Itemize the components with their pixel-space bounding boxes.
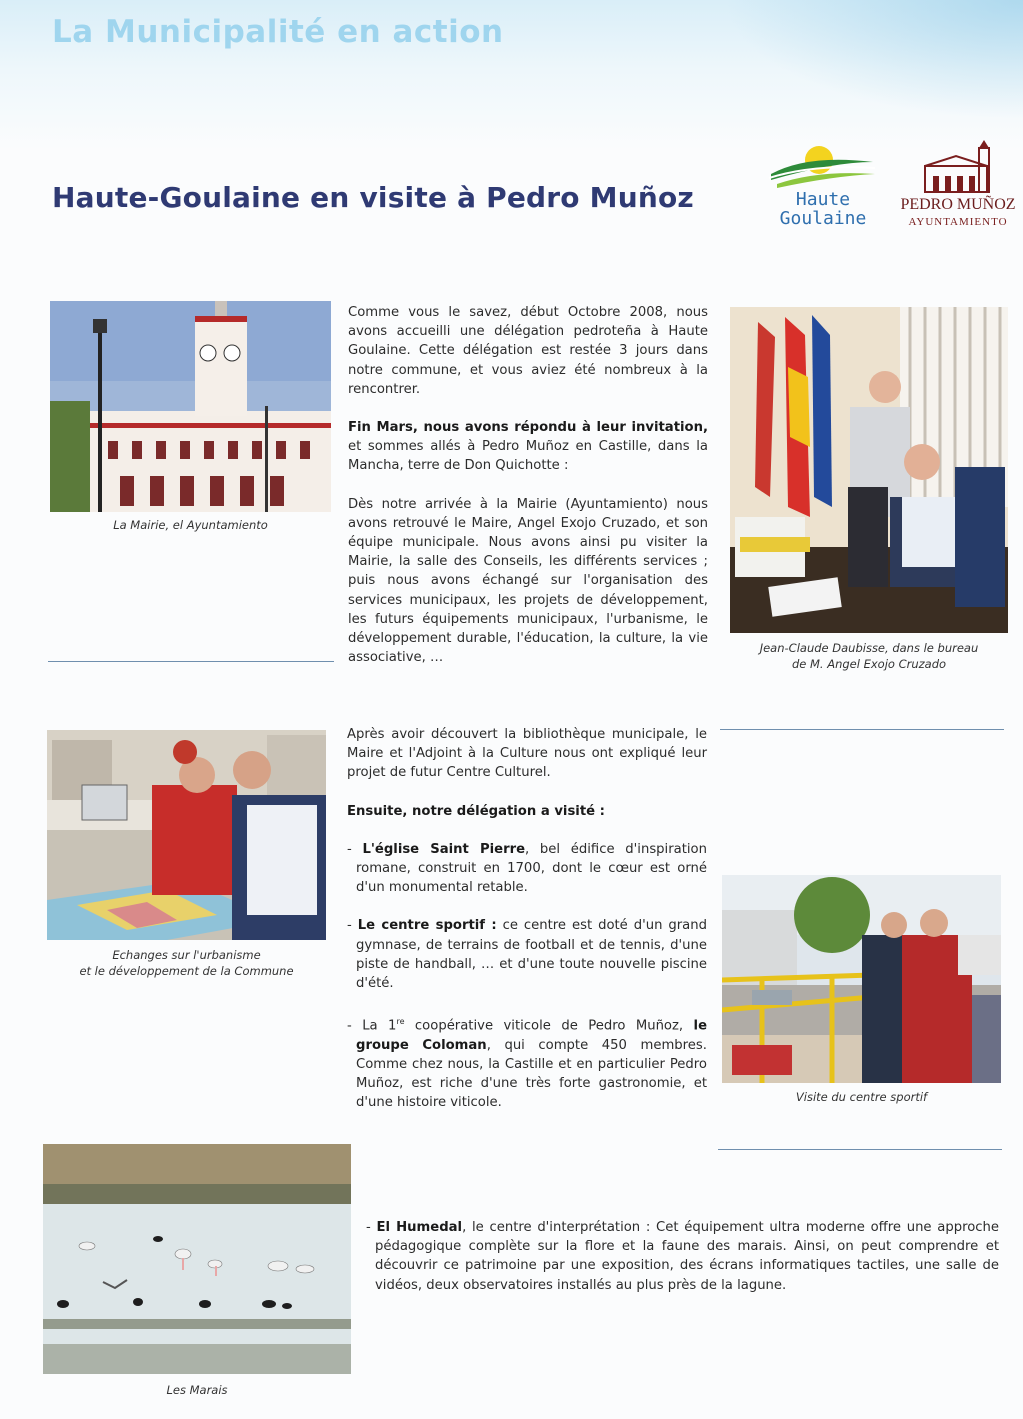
bullet-dash: - — [347, 918, 358, 934]
caption-echanges-line2: et le développement de la Commune — [79, 964, 294, 978]
caption-marais: Les Marais — [166, 1383, 228, 1397]
paragraph-mairie: Dès notre arrivée à la Mairie (Ayuntamiento) nous avons retrouvé le Maire, Angel Exojo Cruzado, et son équipe municipale. Nous avons ainsi pu visiter la Mairie, la salle des Conseils, les différents services ; puis nous avons échangé sur l'organisation des services municipaux, les projets de développement, les futurs équipements municipaux, l'urbanisme, le développement durable, l'éducation, la culture, la vie associative, … — [348, 496, 708, 666]
page-title: Haute-Goulaine en visite à Pedro Muñoz — [52, 181, 694, 214]
caption-echanges-line1: Echanges sur l'urbanisme — [112, 948, 261, 962]
photo-bureau — [730, 307, 1008, 633]
eglise-bold: L'église Saint Pierre — [362, 841, 526, 857]
invitation-text: et sommes allés à Pedro Muñoz en Castille, dans la Mancha, terre de Don Quichotte : — [348, 439, 708, 474]
pedro-munoz-name: PEDRO MUÑOZ — [900, 196, 1016, 213]
sportif-text: ce centre est doté d'un grand gymnase, de terrains de football et de tennis, d'une piste de handball, … et d'une toute nouvelle piscine d'été. — [356, 918, 707, 992]
photo-centre-sportif — [722, 875, 1001, 1083]
article-visits — [347, 725, 707, 1113]
paragraph-intro: Comme vous le savez, début Octobre 2008, nous avons accueilli une délégation pedroteña à Haute Goulaine. Cette délégation est restée 3 jours dans notre commune, et vous aviez été nombreux à la rencontrer. — [348, 305, 708, 397]
town-hall-emblem-icon — [893, 138, 1023, 196]
list-item — [366, 1218, 999, 1295]
paragraph-bibliotheque: Après avoir découvert la bibliothèque municipale, le Maire et l'Adjoint à la Culture nous ont expliqué leur projet de futur Centre Culturel. — [347, 727, 707, 781]
photo-mairie — [50, 301, 331, 512]
sportif-bold: Le centre sportif : — [357, 918, 497, 934]
section-title: La Municipalité en action — [52, 14, 504, 50]
cooperative-pre: La 1 — [362, 1018, 397, 1034]
article-intro — [348, 303, 708, 667]
haute-goulaine-line1: Haute — [795, 189, 851, 210]
haute-goulaine-line2: Goulaine — [779, 208, 867, 229]
divider-rule — [48, 661, 334, 662]
photo-marais — [43, 1144, 351, 1374]
list-item — [347, 1012, 707, 1112]
divider-rule — [718, 1149, 1002, 1150]
list-item — [347, 840, 707, 898]
haute-goulaine-logo — [763, 140, 883, 235]
bullet-dash: - — [366, 1220, 377, 1235]
cooperative-sup: re — [396, 1017, 405, 1027]
caption-sportif: Visite du centre sportif — [795, 1090, 928, 1104]
paragraph-invitation — [348, 418, 708, 476]
divider-rule — [720, 729, 1004, 730]
caption-bureau-line1: Jean-Claude Daubisse, dans le bureau — [759, 641, 979, 655]
coloman-bold1: le groupe — [356, 1018, 708, 1053]
haute-goulaine-emblem-icon — [763, 140, 883, 190]
caption-mairie: La Mairie, el Ayuntamiento — [113, 518, 268, 532]
photo-echanges — [47, 730, 326, 940]
bullet-dash: - — [347, 1018, 363, 1034]
cooperative-mid: coopérative viticole de Pedro Muñoz, — [404, 1018, 694, 1034]
caption-bureau-line2: de M. Angel Exojo Cruzado — [791, 657, 947, 671]
eglise-text: , bel édifice d'inspiration romane, construit en 1700, dont le cœur est orné d'un monumental retable. — [356, 841, 707, 896]
list-item — [347, 916, 707, 993]
humedal-text: , le centre d'interprétation : Cet équipement ultra moderne offre une approche pédagogique complète sur la flore et la faune des marais. Ainsi, on peut comprendre et découvrir ce patrimoine par une exposition, des écrans informatiques tactiles, une salle de vidéos, deux observatoires installés au plus près de la lagune. — [375, 1220, 999, 1293]
ayuntamiento-label: AYUNTAMIENTO — [908, 216, 1008, 228]
paragraph-ensuite — [347, 802, 707, 821]
caption-bureau — [730, 640, 1008, 672]
bullet-dash: - — [347, 841, 363, 857]
article-humedal — [366, 1218, 999, 1295]
pedro-munoz-logo — [893, 138, 1023, 238]
invitation-bold: Fin Mars, nous avons répondu à leur invitation, — [348, 420, 708, 436]
ensuite-bold: Ensuite, notre délégation a visité : — [347, 803, 605, 819]
coloman-text: , qui compte 450 membres. Comme chez nous, la Castille et en particulier Pedro Muñoz, est riche d'une très forte gastronomie, et d'une histoire viticole. — [356, 1037, 707, 1111]
caption-echanges — [47, 947, 326, 979]
humedal-bold: El Humedal — [376, 1220, 463, 1235]
coloman-bold2: Coloman — [422, 1037, 487, 1053]
